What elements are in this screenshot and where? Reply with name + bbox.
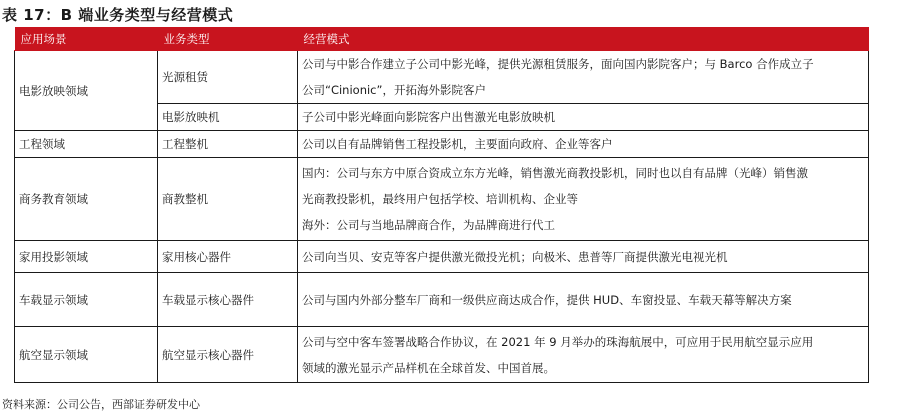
header-scene: 应用场景 [15,27,158,51]
mode-cell [298,327,869,383]
mode-line: 公司与国内外部分整车厂商和一级供应商达成合作，提供 HUD、车窗投显、车载天幕等解决方案 [302,292,792,307]
table-row [15,51,869,104]
mode-line: 公司与中影合作建立子公司中影光峰，提供光源租赁服务，面向国内影院客户；与 Barco 合作成立子 [302,57,814,71]
table-title: 表 17：B 端业务类型与经营模式 [2,6,234,24]
source-note: 资料来源：公司公告，西部证券研发中心 [2,398,200,411]
mode-line: 公司与空中客车签署战略合作协议，在 2021 年 9 月举办的珠海航展中，可应用于民用航空显示应用 [302,334,814,349]
scene-cell: 航空显示领域 [15,327,158,383]
mode-line: 国内：公司与东方中原合资成立东方光峰，销售激光商教投影机，同时也以自有品牌（光峰）销售激 [302,166,808,180]
type-cell: 光源租赁 [158,51,298,104]
table-row [15,158,869,241]
mode-cell [298,51,869,104]
header-type: 业务类型 [158,27,298,51]
mode-line: 子公司中影光峰面向影院客户出售激光电影放映机 [302,110,555,124]
scene-cell: 车载显示领域 [15,273,158,327]
scene-cell: 商务教育领域 [15,158,158,241]
mode-line: 光商教投影机，最终用户包括学校、培训机构、企业等 [302,192,578,206]
table-row [15,131,869,158]
business-model-table [14,27,869,383]
type-cell: 家用核心器件 [158,241,298,273]
type-cell: 航空显示核心器件 [158,327,298,383]
type-cell: 商教整机 [158,158,298,241]
table-row [15,241,869,273]
type-cell: 车载显示核心器件 [158,273,298,327]
table-row [15,273,869,327]
mode-cell [298,131,869,158]
mode-line: 公司“Cinionic”，开拓海外影院客户 [302,83,486,97]
mode-line: 公司向当贝、安克等客户提供激光微投光机；向极米、患普等厂商提供激光电视光机 [302,249,728,264]
mode-line: 海外：公司与当地品牌商合作，为品牌商进行代工 [302,218,555,232]
mode-cell [298,241,869,273]
type-cell: 电影放映机 [158,104,298,131]
header-mode: 经营模式 [298,27,869,51]
scene-cell: 工程领域 [15,131,158,158]
mode-cell [298,104,869,131]
mode-cell [298,273,869,327]
mode-line: 领域的激光显示产品样机在全球首发、中国首展。 [302,360,555,375]
table-header-row [15,27,869,51]
scene-cell: 家用投影领域 [15,241,158,273]
type-cell: 工程整机 [158,131,298,158]
scene-cell: 电影放映领域 [15,51,158,131]
table-row [15,327,869,383]
mode-line: 公司以自有品牌销售工程投影机，主要面向政府、企业等客户 [302,137,613,151]
mode-cell [298,158,869,241]
